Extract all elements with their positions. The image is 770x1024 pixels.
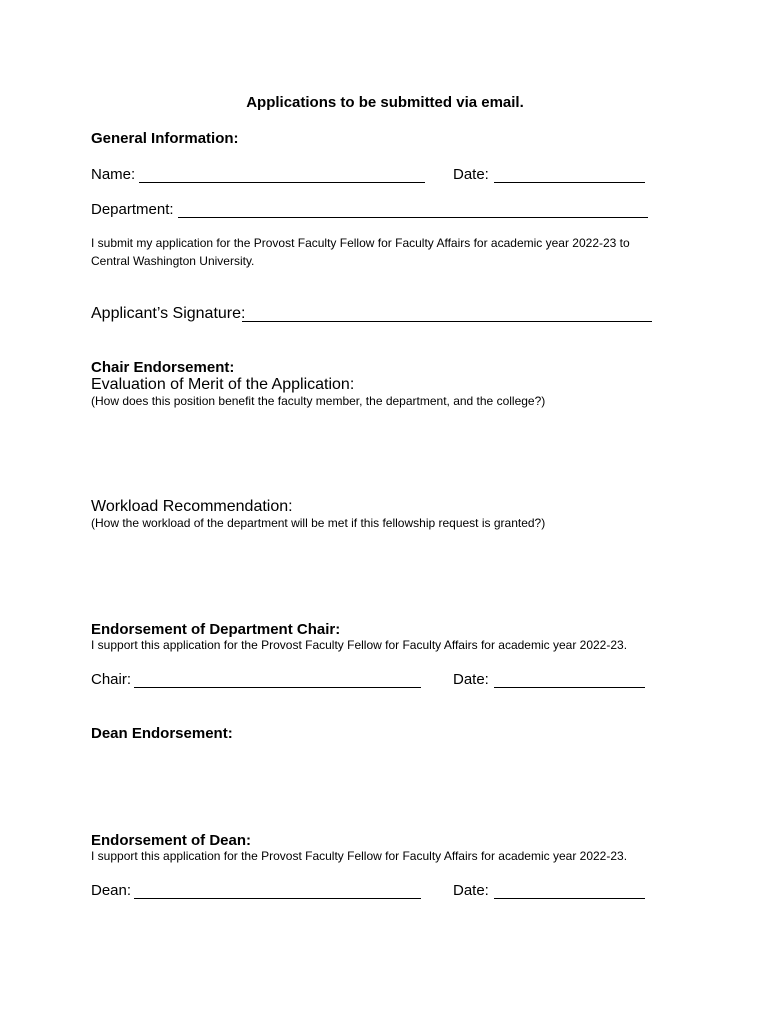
workload-hint: (How the workload of the department will be met if this fellowship request is granted?) [91, 516, 546, 530]
signature-label: Applicant’s Signature: [91, 305, 246, 322]
chair-field-line[interactable] [134, 687, 421, 688]
dean-label: Dean: [91, 882, 132, 899]
chair-date-label: Date: [453, 671, 489, 688]
department-label: Department: [91, 201, 174, 218]
dean-endorsement-heading: Dean Endorsement: [91, 725, 233, 742]
dean-date-label: Date: [453, 882, 489, 899]
merit-label: Evaluation of Merit of the Application: [91, 376, 355, 393]
dept-chair-heading: Endorsement of Department Chair: [91, 621, 341, 638]
name-field-line[interactable] [139, 182, 425, 183]
general-info-heading: General Information: [91, 130, 239, 147]
submit-statement-line2: Central Washington University. [91, 254, 255, 268]
chair-date-field-line[interactable] [494, 687, 645, 688]
dean-field-line[interactable] [134, 898, 421, 899]
merit-hint: (How does this position benefit the faculty member, the department, and the college?) [91, 394, 546, 408]
dean-date-field-line[interactable] [494, 898, 645, 899]
page-title: Applications to be submitted via email. [246, 94, 524, 111]
signature-field-line[interactable] [242, 321, 652, 322]
date-label: Date: [453, 166, 489, 183]
department-field-line[interactable] [178, 217, 648, 218]
date-field-line[interactable] [494, 182, 645, 183]
dept-chair-statement: I support this application for the Provost Faculty Fellow for Faculty Affairs for academic year 2022-23. [91, 638, 628, 652]
chair-endorsement-heading: Chair Endorsement: [91, 359, 235, 376]
name-label: Name: [91, 166, 136, 183]
chair-label: Chair: [91, 671, 132, 688]
submit-statement-line1: I submit my application for the Provost Faculty Fellow for Faculty Affairs for academic year 2022-23 to [91, 236, 630, 250]
dean-heading: Endorsement of Dean: [91, 832, 252, 849]
dean-statement: I support this application for the Provost Faculty Fellow for Faculty Affairs for academic year 2022-23. [91, 849, 628, 863]
workload-label: Workload Recommendation: [91, 498, 293, 515]
